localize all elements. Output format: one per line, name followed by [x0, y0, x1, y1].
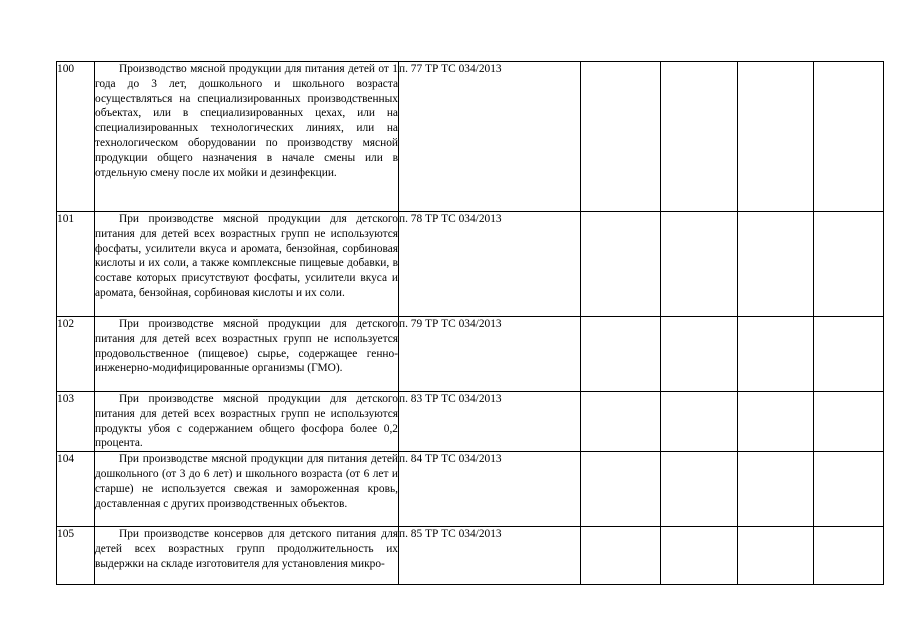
requirement-text: При производстве мясной продукции для детского питания для детей всех возрастных групп не используется продовольственное (пищевое) сырье, содержащее генно-инженерно-модифицированные организмы (ГМО).: [95, 317, 399, 392]
regulation-reference: п. 83 ТР ТС 034/2013: [399, 392, 581, 452]
empty-cell: [661, 527, 738, 585]
empty-cell: [814, 527, 884, 585]
table-row: [57, 392, 884, 452]
table-row: [57, 527, 884, 585]
row-number: 102: [57, 317, 95, 392]
requirement-text: При производстве мясной продукции для питания детей дошкольного (от 3 до 6 лет) и школьного возраста (от 6 лет и старше) не используется свежая и замороженная кровь, доставленная с других производственных объектов.: [95, 452, 399, 527]
empty-cell: [814, 212, 884, 317]
row-number: 103: [57, 392, 95, 452]
row-number: 101: [57, 212, 95, 317]
empty-cell: [738, 317, 814, 392]
empty-cell: [661, 452, 738, 527]
empty-cell: [581, 212, 661, 317]
empty-cell: [738, 62, 814, 212]
empty-cell: [581, 62, 661, 212]
regulation-reference: п. 84 ТР ТС 034/2013: [399, 452, 581, 527]
empty-cell: [738, 527, 814, 585]
empty-cell: [581, 392, 661, 452]
empty-cell: [581, 317, 661, 392]
empty-cell: [738, 452, 814, 527]
regulation-reference: п. 79 ТР ТС 034/2013: [399, 317, 581, 392]
empty-cell: [661, 392, 738, 452]
empty-cell: [814, 317, 884, 392]
empty-cell: [738, 392, 814, 452]
requirements-table: [56, 61, 884, 585]
table-row: [57, 212, 884, 317]
empty-cell: [814, 452, 884, 527]
empty-cell: [581, 452, 661, 527]
empty-cell: [661, 212, 738, 317]
requirement-text: Производство мясной продукции для питания детей от 1 года до 3 лет, дошкольного и школьного возраста осуществляться на специализированных производственных объектах, или в специализированных цехах, или на специализированных технологических линиях, или на технологическом оборудовании по производству мясной продукции общего назначения в начале смены или в отдельную смену после их мойки и дезинфекции.: [95, 62, 399, 212]
empty-cell: [581, 527, 661, 585]
regulation-reference: п. 78 ТР ТС 034/2013: [399, 212, 581, 317]
table-row: [57, 62, 884, 212]
row-number: 100: [57, 62, 95, 212]
table-row: [57, 317, 884, 392]
empty-cell: [814, 392, 884, 452]
empty-cell: [814, 62, 884, 212]
table-row: [57, 452, 884, 527]
regulation-reference: п. 77 ТР ТС 034/2013: [399, 62, 581, 212]
requirement-text: При производстве мясной продукции для детского питания для детей всех возрастных групп не используются продукты убоя с содержанием общего фосфора более 0,2 процента.: [95, 392, 399, 452]
row-number: 104: [57, 452, 95, 527]
empty-cell: [738, 212, 814, 317]
empty-cell: [661, 317, 738, 392]
requirement-text: При производстве мясной продукции для детского питания для детей всех возрастных групп не используются фосфаты, усилители вкуса и аромата, бензойная, сорбиновая кислоты и их соли, а также комплексные пищевые добавки, в составе которых присутствуют фосфаты, усилители вкуса и аромата, бензойная, сорбиновая кислоты и их соли.: [95, 212, 399, 317]
row-number: 105: [57, 527, 95, 585]
requirement-text: При производстве консервов для детского питания для детей всех возрастных групп продолжительность их выдержки на складе изготовителя для установления микро-: [95, 527, 399, 585]
empty-cell: [661, 62, 738, 212]
regulation-reference: п. 85 ТР ТС 034/2013: [399, 527, 581, 585]
